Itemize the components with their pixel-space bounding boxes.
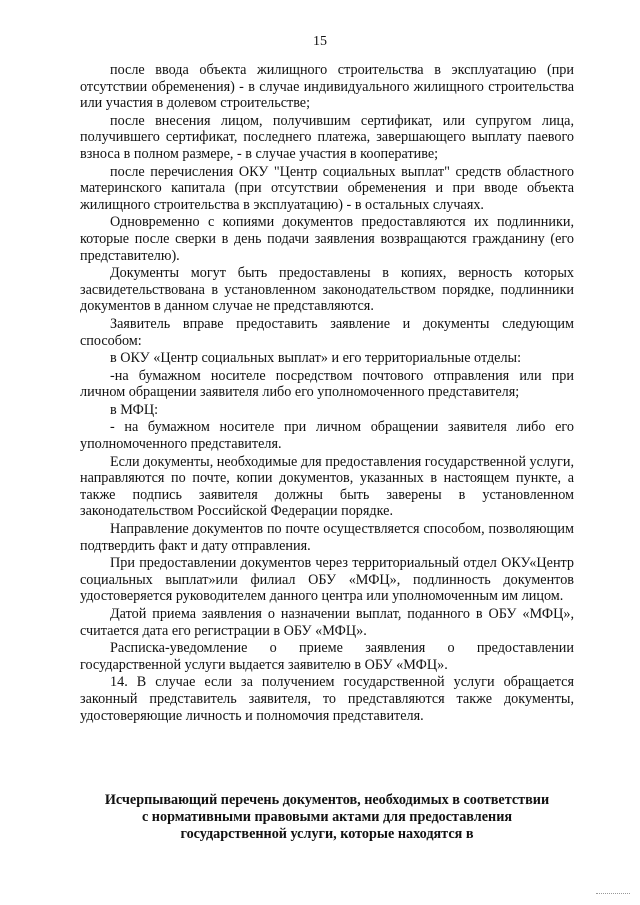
paragraph: в МФЦ: (110, 401, 159, 418)
paragraph: При предоставлении документов через территориальный отдел ОКУ«Центр социальных выплат»или филиал ОБУ «МФЦ», подлинность документов удостоверяется руководителем данного центра или уполномоченным им лицом. (80, 555, 574, 605)
scan-mark (596, 893, 630, 897)
paragraph: - на бумажном носителе при личном обращении заявителя либо его уполномоченного представителя. (80, 419, 574, 453)
section-heading: Исчерпывающий перечень документов, необходимых в соответствии с нормативными правовыми актами для предоставления государственной услуги, которые находятся в (104, 792, 550, 842)
paragraph: Направление документов по почте осуществляется способом, позволяющим подтвердить факт и дату отправления. (80, 521, 574, 554)
page-number: 15 (313, 34, 327, 49)
document-body (80, 62, 574, 725)
paragraph: -на бумажном носителе посредством почтового отправления или при личном обращении заявителя либо его уполномоченного представителя; (80, 367, 574, 401)
paragraph: Одновременно с копиями документов предоставляются их подлинники, которые после сверки в день подачи заявления возвращаются гражданину (его представителю). (80, 214, 574, 264)
paragraph: в ОКУ «Центр социальных выплат» и его территориальные отделы: (110, 350, 522, 367)
paragraph: Если документы, необходимые для предоставления государственной услуги, направляются по почте, копии документов, указанных в настоящем пункте, а также подпись заявителя должны быть заверены в установленном законодательством Российской Федерации порядке. (80, 453, 574, 520)
paragraph: Расписка-уведомление о приеме заявления о предоставлении государственной услуги выдается заявителю в ОБУ «МФЦ». (80, 640, 574, 673)
paragraph: Документы могут быть предоставлены в копиях, верность которых засвидетельствована в установленном законодательством порядке, подлинники документов в данном случае не представляются. (80, 265, 574, 315)
paragraph: Заявитель вправе предоставить заявление и документы следующим способом: (80, 315, 574, 349)
paragraph: Датой приема заявления о назначении выплат, поданного в ОБУ «МФЦ», считается дата его регистрации в ОБУ «МФЦ». (80, 606, 574, 639)
paragraph: после внесения лицом, получившим сертификат, или супругом лица, получившего сертификат, последнего платежа, завершающего выплату паевого взноса в полном размере, - в случае участия в кооперативе; (80, 112, 574, 162)
paragraph: после ввода объекта жилищного строительства в эксплуатацию (при отсутствии обременения) - в случае индивидуального жилищного строительства или участия в долевом строительстве; (80, 62, 574, 112)
paragraph: после перечисления ОКУ "Центр социальных выплат" средств областного материнского капитала (при отсутствии обременения и при вводе объекта жилищного строительства в эксплуатацию) - в остальных случаях. (80, 163, 574, 213)
paragraph: 14. В случае если за получением государственной услуги обращается законный представитель заявителя, то представляются также документы, удостоверяющие личность и полномочия представителя. (80, 674, 574, 724)
